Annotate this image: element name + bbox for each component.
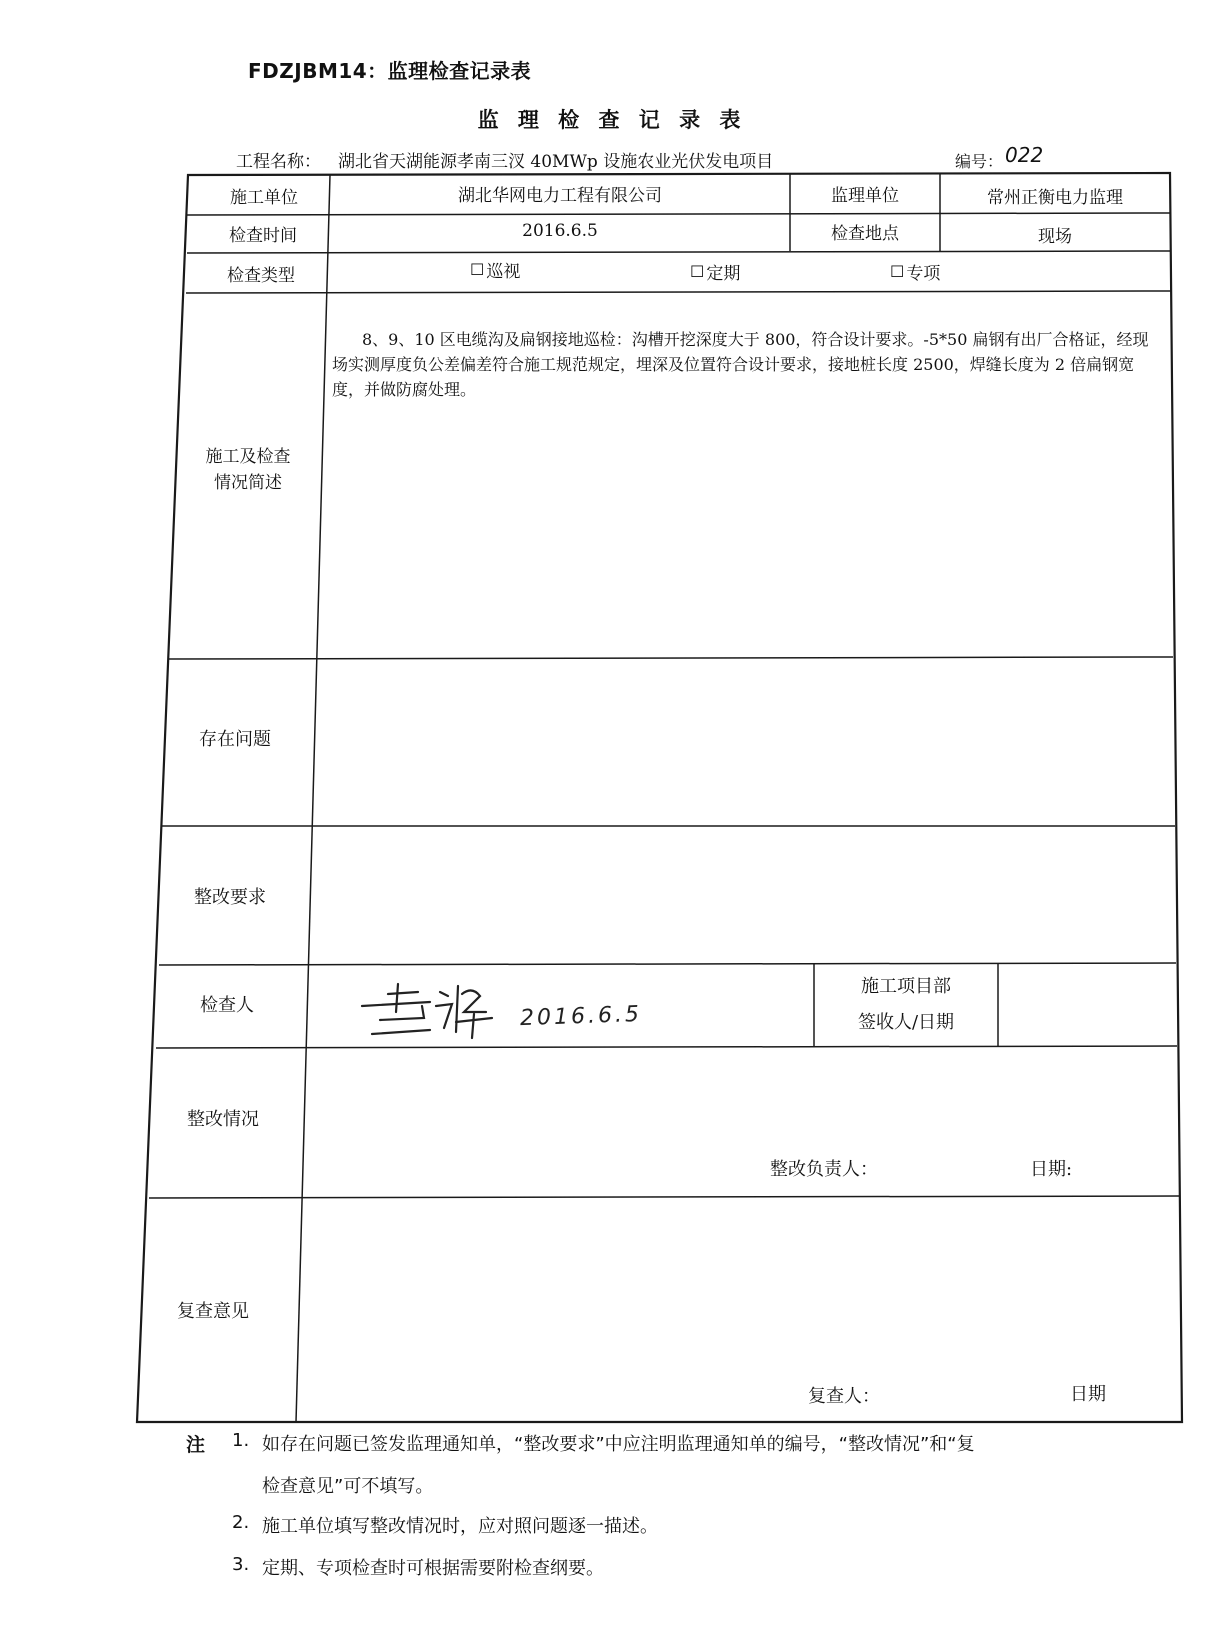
project-name: 湖北省天湖能源孝南三汊 40MWp 设施农业光伏发电项目	[338, 152, 774, 172]
notes-prefix: 注	[186, 1434, 206, 1456]
inspection-type-label: 检查类型	[227, 265, 295, 286]
supervision-unit-value: 常州正衡电力监理	[987, 187, 1123, 208]
rectify-requirement-label: 整改要求	[194, 887, 266, 908]
reviewer-label: 复查人：	[808, 1386, 880, 1407]
rectify-status-label: 整改情况	[187, 1109, 259, 1130]
type-option-patrol[interactable]	[470, 252, 590, 286]
note-3-line1: 定期、专项检查时可根据需要附检查纲要。	[262, 1558, 604, 1579]
type-option-periodic[interactable]	[690, 254, 810, 288]
type-option-label: ☐ 专项	[906, 263, 941, 284]
page-title: 监 理 检 查 记 录 表	[477, 108, 747, 132]
number-label: 编号：	[955, 152, 1004, 171]
rectify-date-label: 日期:	[1030, 1159, 1073, 1180]
description-label	[178, 440, 318, 500]
inspection-time-value: 2016.6.5	[522, 220, 598, 241]
inspection-time-label: 检查时间	[229, 226, 297, 246]
supervision-unit-label: 监理单位	[831, 185, 899, 206]
description-label-line1: 施工及检查	[205, 447, 291, 467]
inspection-place-label: 检查地点	[831, 224, 899, 244]
review-label: 复查意见	[177, 1301, 249, 1322]
rectify-person-label: 整改负责人：	[770, 1159, 878, 1180]
description-text: 8、9、10 区电缆沟及扁钢接地巡检：沟槽开挖深度大于 800，符合设计要求。-5*50 扁钢有出厂合格证，经现场实测厚度负公差偏差符合施工规范规定，埋深及位置符合设计要求，接地桩长度 2500，焊缝长度为 2 倍扁钢宽度，并做防腐处理。	[332, 330, 1149, 399]
note-1-line1: 如存在问题已签发监理通知单，“整改要求”中应注明监理通知单的编号，“整改情况”和“复	[262, 1434, 975, 1455]
project-dept-label-line1: 施工项目部	[861, 976, 951, 997]
note-1-line2: 检查意见”可不填写。	[262, 1476, 434, 1497]
construction-unit-label: 施工单位	[230, 187, 298, 208]
problems-label: 存在问题	[199, 729, 271, 750]
inspector-date: 2016.6.5	[519, 1001, 643, 1032]
description-label-line2: 情况简述	[214, 473, 282, 493]
inspector-signature	[360, 972, 520, 1042]
note-2-line1: 施工单位填写整改情况时，应对照问题逐一描述。	[262, 1516, 658, 1537]
inspector-label: 检查人	[200, 995, 254, 1016]
note-1-number: 1.	[232, 1430, 250, 1451]
construction-unit-value: 湖北华网电力工程有限公司	[458, 185, 662, 206]
review-date-label: 日期	[1070, 1384, 1106, 1405]
number-value: 022	[1005, 143, 1044, 167]
inspection-place-value: 现场	[1038, 227, 1072, 247]
project-dept-label-line2: 签收人/日期	[857, 1012, 955, 1033]
note-2-number: 2.	[232, 1512, 250, 1533]
type-option-label: ☐ 定期	[706, 263, 741, 284]
form-code: FDZJBM14：监理检查记录表	[248, 59, 532, 83]
note-3-number: 3.	[232, 1554, 250, 1575]
project-name-label: 工程名称：	[236, 152, 321, 172]
type-option-special[interactable]	[890, 254, 1010, 288]
type-option-label: ☐ 巡视	[486, 261, 521, 282]
project-dept-label	[814, 966, 998, 1044]
